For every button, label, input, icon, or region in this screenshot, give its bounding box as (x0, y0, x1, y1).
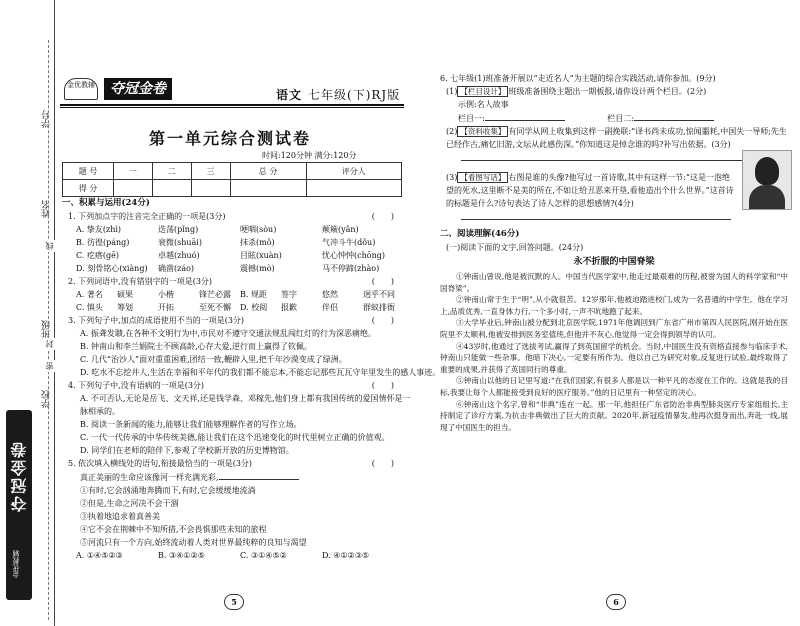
q4-option-d: D. 同学们在老师的陪伴下,参观了学校新开放的历史博物馆。 (80, 446, 294, 455)
spine-logo (6, 410, 32, 600)
question-6: 6. 七年级(1)班准备开展以“走近名人”为主题的综合实践活动,请你参加。(9分) (440, 74, 716, 83)
q5-line: ⑤河流只有一个方向,始终流动着人类对世界最纯粹的良知与渴望 (80, 538, 307, 547)
q2-options-row2: C. 慎头 筹划 开拓 至死不懈 D. 校阅 报歉 伴侣 群蚁排衙 (76, 303, 395, 312)
cut-word-secret: 密 (45, 362, 54, 370)
time-score-info: 时间:120分钟 满分:120分 (262, 151, 357, 160)
question-5: 5. 依次填入横线处的语句,衔接最恰当的一项是(3分) ( ) (68, 459, 394, 468)
q6-tag-2: 【资料收集】 (457, 126, 508, 137)
q6-part2-answer[interactable] (440, 151, 788, 165)
q6-columns: 栏目一: 栏目二: (440, 111, 788, 125)
portrait-head (755, 157, 779, 185)
q5-line: ①有时,它会汹涌地奔腾而下,有时,它会缓缓地流淌 (80, 486, 256, 495)
q3-option-b: B. 钟南山和李兰娟院士不顾高龄,心存大爱,逆行而上赢得了钦佩。 (80, 342, 313, 351)
cut-line (48, 40, 49, 620)
q3-option-d: D. 吃水不忘挖井人,生活在幸福和平年代的我们都不能忘本,不能忘记那些瓦瓦守年里发生的感人事迹。 (80, 368, 441, 377)
page-number-right: 6 (606, 594, 626, 610)
name-label: 姓名 (42, 200, 52, 218)
grade: 七年级(下)RJ版 (308, 88, 401, 102)
page-title: 第一单元综合测试卷 (148, 129, 311, 148)
q4-option-a: A. 不可否认,无论是岳飞、文天祥,还是钱学森、邓稼先,他们身上都有我国传统的爱国情怀是一 (80, 394, 411, 403)
q3-option-a: A. 振聋发聩,在各种不文明行为中,市民对不遵守交通法规乱闯红灯的行为深恶痛绝。 (80, 329, 376, 338)
question-3: 3. 下列句子中,加点的成语使用不当的一项是(3分) ( ) (68, 316, 394, 325)
column-one-blank[interactable] (485, 111, 565, 121)
header-rule-thin (60, 107, 404, 108)
question-4: 4. 下列句子中,没有语病的一项是(3分) ( ) (68, 381, 394, 390)
q6-tag-3: 【看图写话】 (457, 172, 508, 183)
essay-paragraph: ③大学毕业后,钟南山被分配到北京医学院,1971年他调回到广东省广州市第四人民医院,刚开始在医院里不太顺利,他被安排到医务室值班,但他并不灰心,他觉得一定会得到领导的认可。 (440, 318, 788, 339)
brand-logo (64, 78, 188, 104)
essay-paragraph: ⑥钟南山这个名字,曾和“非典”连在一起。那一年,他担任广东省防治非典型肺炎医疗专家组组长,主持制定了诊疗方案,为抗击非典做出了巨大的贡献。2020年,新冠疫情暴发,他再次挺身而出,奔赴一线,展现了中国医生的担当。 (440, 399, 788, 432)
question-2: 2. 下列词语中,没有错别字的一项是(3分) ( ) (68, 277, 394, 286)
score-cell: 得 分 (63, 180, 114, 197)
school-label: 学校 (42, 390, 52, 408)
score-input[interactable] (230, 180, 306, 197)
section-heading: 一、积累与运用(24分) (62, 198, 150, 208)
student-id-label: 学号 (42, 110, 52, 128)
section-heading-2: 二、阅读理解(46分) (440, 229, 520, 239)
essay-paragraph: ②钟南山常于生于“明”,从小就很苦。12岁那年,他被迫踏进校门,成为一名普通的中学生。他在学习上,品质优秀,一直身体力行,一个多小时,一声不吭地跑了起来。 (440, 295, 788, 316)
essay-paragraph: ④43岁时,他通过了选拔考试,赢得了到英国留学的机会。当时,中国医生没有资格直接参与临床手术,钟南山只能做一些杂事。他暗下决心,一定要有所作为。他以自己为研究对象,反复进行试验,最终取得了重要的成果,并获得了英国同行的尊重。 (440, 341, 788, 374)
brand-small: 金优教辅 (64, 78, 98, 100)
portrait-body (749, 185, 785, 209)
q6-example: 示例:名人故事 (458, 100, 509, 109)
q5-blank[interactable] (219, 470, 299, 480)
q5-options: A. ①④⑤②③ B. ③④①②⑤ C. ③①④⑤② D. ④①②③⑤ (76, 551, 370, 560)
q1-options-a: A. 挚友(zhì) 迭荡(pǐng) 哽咽(sòu) 颠簸(yǎn) (76, 225, 359, 234)
q1-options-d: D. 刻骨铭心(xiàng) 确凿(záo) 震撼(mò) 马不停蹄(zhào) (76, 264, 380, 273)
score-cell: 题 号 (63, 163, 114, 180)
q6-tag-1: 【栏目设计】 (457, 86, 508, 97)
score-cell: 一 (114, 163, 153, 180)
score-cell: 总 分 (230, 163, 306, 180)
header-rule (60, 104, 404, 106)
score-input[interactable] (114, 180, 153, 197)
score-table (62, 162, 402, 197)
q2-options-row1: A. 著名 硕果 小楷 锋芒必露 B. 规距 签字 悠然 迥乎不同 (76, 290, 395, 299)
score-cell: 三 (191, 163, 230, 180)
brand-title: 夺冠金卷 (104, 78, 172, 100)
reading-subsection: (一)阅读下面的文字,回答问题。(24分) (446, 243, 584, 252)
essay-paragraph: ⑤钟南山以他的日记里写道:“在我们国家,有很多人都是以一种平凡的态度在工作的。这就是我的目标,我要让每个人都能接受到良好的医疗服务。”他的日记里有一种坚定的决心。 (440, 376, 788, 397)
right-column (440, 72, 788, 433)
score-input[interactable] (306, 180, 401, 197)
score-input[interactable] (152, 180, 191, 197)
q1-options-b: B. 彷徨(páng) 衰微(shuāi) 抹杀(mǒ) 气冲斗牛(dǒu) (76, 238, 376, 247)
score-input[interactable] (191, 180, 230, 197)
q4-option-c: C. 一代一代传承的中华传统美德,能让我们在这个迅速变化的时代里树立正确的价值观。 (80, 433, 390, 442)
score-table-row (63, 180, 402, 197)
q5-line: ④它不会在荆棘中不知所措,不会畏惧那些未知的旅程 (80, 525, 267, 534)
subject: 语文 (276, 88, 303, 102)
score-cell: 二 (152, 163, 191, 180)
left-column (62, 197, 441, 562)
binding-margin (0, 0, 55, 626)
essay-title: 永不折服的中国脊梁 (573, 257, 655, 267)
q6-part3-answer[interactable] (440, 210, 788, 224)
q1-options-c: C. 疙瘩(gē) 卓越(zhuó) 目眩(xuàn) 忧心忡忡(chōng) (76, 251, 385, 260)
question-1: 1. 下列加点字的注音完全正确的一项是(3分) ( ) (68, 212, 394, 221)
q4-option-a-cont: 脉相承的。 (80, 407, 120, 416)
score-cell: 评分人 (306, 163, 401, 180)
cut-word-line: 线 (45, 242, 54, 250)
spine-brand: 金优教辅 (12, 550, 20, 578)
q4-option-b: B. 阅读一条新闻的能力,能够让我们能够理解作者的写作立场。 (80, 420, 302, 429)
q6-part1: (1) 【栏目设计】 班级准备围绕主题出一期板报,请你设计两个栏目。(2分) (446, 87, 707, 96)
subject-line (276, 86, 400, 103)
q5-line: ②但是,生命之河决不会干涸 (80, 499, 179, 508)
q6-part2: (2) 【资料收集】 有同学从网上收集到这样一副挽联:“译书尚未成功,惊闻噩耗,中国失一导师;先生已经作古,痛忆旧游,文坛从此感伤深。”你知道这是悼念谁的吗?补写出依据。(3分) (446, 127, 787, 149)
essay-paragraph: ①钟南山曾说,他是被沉默的人。中国当代医学家中,他走过最艰难的历程,被誉为国人的科学家和“中国脊梁”。 (440, 272, 788, 293)
q5-lead: 真正美丽的生命应该像河一样充满光彩, (62, 470, 404, 484)
q3-option-c: C. 几代“治沙人”面对重重困难,团结一致,鞭辟入里,把千年沙漠变成了绿洲。 (80, 355, 347, 364)
score-table-header (63, 163, 402, 180)
page-number-left: 5 (224, 594, 244, 610)
q6-part3: (3) 【看图写话】 右图是谁的头像?他写过一首诗歌,其中有这样一节:“这是一泡绝望的死水,这里断不是美的所在,不如让给丑恶来开垦,看他造出个什么世界。”这首诗的标题是什么?诗句表达了诗人怎样的思想感情?(4分) (446, 173, 734, 208)
column-two-blank[interactable] (634, 111, 714, 121)
cut-word-seal: 封 (45, 340, 54, 348)
q5-line: ③执着地追求着真善美 (80, 512, 160, 521)
poet-portrait (742, 150, 792, 210)
spine-title: 夺冠金卷 (10, 440, 29, 512)
class-label: 班级 (42, 320, 52, 338)
